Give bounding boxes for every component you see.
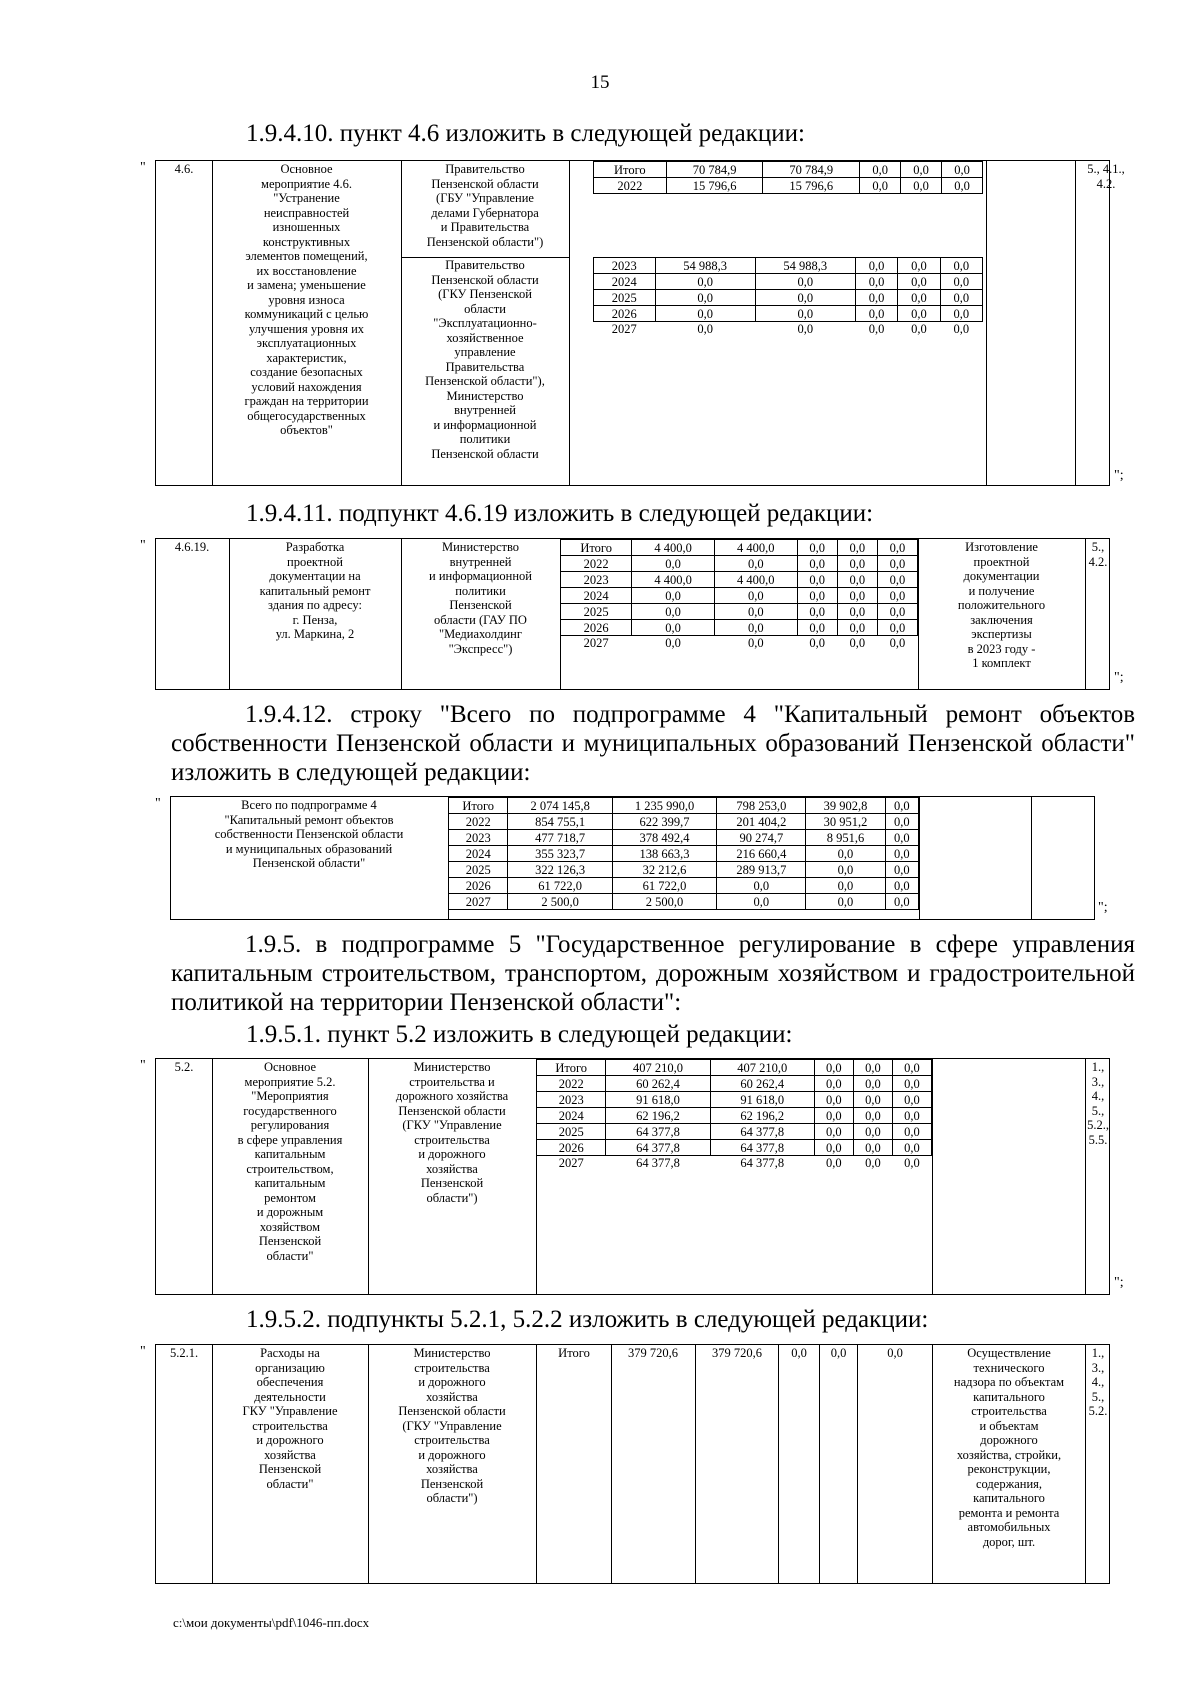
finance-value: 8 951,6 — [806, 830, 885, 846]
finance-value: 0,0 — [889, 636, 906, 650]
item-result: Осуществление технического надзора по объектам капитального строительства и объектам дорожного хозяйства, стройки, реконструкции, содержания, капитального ремонта и ремонта автомобильных дорог, шт. — [953, 1346, 1065, 1549]
quote-open: " — [140, 1058, 146, 1073]
finance-value: 355 323,7 — [508, 846, 612, 862]
finance-row — [561, 556, 918, 572]
finance-value: 0,0 — [901, 162, 942, 178]
finance-value: 622 399,7 — [612, 814, 716, 830]
item-number: 5.2. — [174, 1060, 194, 1074]
finance-local: 0,0 — [830, 1346, 847, 1360]
finance-value: 0,0 — [885, 814, 919, 830]
finance-row — [449, 814, 919, 830]
finance-year: 2026 — [449, 878, 508, 894]
finance-total: 379 720,6 — [628, 1346, 678, 1360]
finance-row — [537, 1060, 932, 1076]
finance-value: 30 951,2 — [806, 814, 885, 830]
finance-value: 0,0 — [904, 1156, 920, 1170]
finance-value: 61 722,0 — [612, 878, 716, 894]
finance-year: Итого — [537, 1060, 606, 1076]
finance-value: 0,0 — [898, 274, 940, 290]
finance-value: 15 796,6 — [666, 178, 763, 194]
finance-value: 15 796,6 — [763, 178, 860, 194]
finance-value: 0,0 — [892, 1140, 931, 1156]
finance-year: 2026 — [561, 620, 632, 636]
finance-value: 90 274,7 — [717, 830, 806, 846]
finance-value: 0,0 — [837, 556, 877, 572]
item-links: 1., 3., 4., 5., 5.2. — [1088, 1346, 1108, 1418]
finance-value: 0,0 — [911, 322, 927, 336]
finance-value: 0,0 — [855, 306, 897, 322]
finance-value: 0,0 — [953, 322, 970, 336]
finance-value: 0,0 — [797, 556, 837, 572]
item-executor: Министерство строительства и дорожного хозяйства Пензенской области (ГКУ "Управление строительства и дорожного хозяйства Пензенской области") — [395, 1060, 509, 1205]
finance-value: 378 492,4 — [612, 830, 716, 846]
finance-value: 0,0 — [797, 604, 837, 620]
finance-value: 289 913,7 — [717, 862, 806, 878]
finance-value: 64 377,8 — [710, 1124, 814, 1140]
finance-row — [537, 1124, 932, 1140]
finance-value: 0,0 — [837, 620, 877, 636]
finance-value: 0,0 — [855, 274, 897, 290]
finance-value: 0,0 — [809, 636, 825, 650]
finance-row — [537, 1140, 932, 1156]
finance-value: 0,0 — [837, 540, 877, 556]
finance-value: 0,0 — [632, 620, 715, 636]
finance-table — [448, 797, 919, 910]
finance-value: 0,0 — [892, 1124, 931, 1140]
finance-regional: 379 720,6 — [712, 1346, 762, 1360]
finance-row — [449, 878, 919, 894]
finance-value: 0,0 — [814, 1140, 853, 1156]
finance-value: 0,0 — [755, 274, 855, 290]
finance-year: 2024 — [537, 1108, 606, 1124]
table-item-5-2-1 — [155, 1344, 1110, 1584]
item-name: Основное мероприятие 4.6. "Устранение неисправностей изношенных конструктивных элементов помещений, их восстановление и замена; уменьшение уровня износа коммуникаций с целью улучшения уровня их эксплуатационных характеристик, создание безопасных условий нахождения граждан на территории общегосударственных объектов" — [244, 162, 369, 437]
finance-year: Итого — [558, 1346, 590, 1360]
table-item-4-6-19 — [155, 538, 1110, 690]
quote-close: "; — [1114, 1275, 1124, 1290]
finance-value: 0,0 — [892, 1060, 931, 1076]
finance-row — [449, 862, 919, 878]
finance-value: 0,0 — [714, 620, 797, 636]
finance-value: 0,0 — [853, 1092, 892, 1108]
item-executor: Министерство строительства и дорожного хозяйства Пензенской области (ГКУ "Управление строительства и дорожного хозяйства Пензенской области") — [398, 1346, 506, 1505]
finance-value: 1 235 990,0 — [612, 798, 716, 814]
finance-value: 0,0 — [877, 588, 917, 604]
finance-value: 0,0 — [632, 588, 715, 604]
finance-row — [561, 540, 918, 556]
finance-value: 0,0 — [837, 604, 877, 620]
finance-value: 0,0 — [940, 258, 982, 274]
finance-value: 60 262,4 — [710, 1076, 814, 1092]
finance-value: 0,0 — [853, 1108, 892, 1124]
table-item-5-2 — [155, 1058, 1110, 1295]
finance-value: 0,0 — [868, 322, 885, 336]
finance-value: 0,0 — [885, 878, 919, 894]
finance-value: 0,0 — [714, 588, 797, 604]
finance-value: 54 988,3 — [655, 258, 755, 274]
finance-value: 798 253,0 — [717, 798, 806, 814]
item-number: 5.2.1. — [169, 1346, 199, 1360]
finance-row — [449, 830, 919, 846]
finance-value: 0,0 — [655, 290, 755, 306]
finance-value: 54 988,3 — [755, 258, 855, 274]
finance-row — [561, 604, 918, 620]
finance-value: 64 377,8 — [636, 1156, 680, 1170]
quote-open: " — [140, 160, 146, 175]
finance-value: 0,0 — [865, 1156, 881, 1170]
finance-value: 64 377,8 — [606, 1124, 710, 1140]
finance-value: 0,0 — [901, 178, 942, 194]
finance-value: 0,0 — [814, 1124, 853, 1140]
finance-value: 477 718,7 — [508, 830, 612, 846]
finance-value: 216 660,4 — [717, 846, 806, 862]
finance-table-2 — [593, 257, 983, 337]
finance-value: 4 400,0 — [632, 572, 715, 588]
quote-open: " — [155, 796, 161, 811]
finance-value: 91 618,0 — [606, 1092, 710, 1108]
finance-value: 0,0 — [942, 162, 983, 178]
finance-value: 32 212,6 — [612, 862, 716, 878]
finance-value: 0,0 — [806, 878, 885, 894]
finance-value: 0,0 — [755, 290, 855, 306]
finance-year: 2022 — [561, 556, 632, 572]
finance-value: 0,0 — [632, 604, 715, 620]
finance-year: 2026 — [537, 1140, 606, 1156]
item-links: 1., 3., 4., 5., 5.2., 5.5. — [1087, 1060, 1109, 1147]
finance-value: 0,0 — [806, 846, 885, 862]
finance-value: 0,0 — [860, 178, 901, 194]
finance-value: 0,0 — [877, 540, 917, 556]
finance-value: 70 784,9 — [763, 162, 860, 178]
finance-value: 2 500,0 — [508, 894, 612, 910]
finance-row — [594, 290, 983, 306]
finance-row — [449, 798, 919, 814]
item-name: Разработка проектной документации на капитальный ремонт здания по адресу: г. Пенза, ул. Маркина, 2 — [259, 540, 371, 641]
paragraph-1-9-4-12: 1.9.4.12. строку "Всего по подпрограмме 4 "Капитальный ремонт объектов собственности Пензенской области и муниципальных образований Пензенской области" изложить в следующей редакции: — [171, 701, 1135, 786]
finance-year: 2025 — [449, 862, 508, 878]
footer-file-path: c:\мои документы\pdf\1046-пп.docx — [173, 1615, 370, 1630]
finance-row — [594, 178, 983, 194]
item-result: Изготовление проектной документации и получение положительного заключения экспертизы в 2023 году - 1 комплект — [957, 540, 1046, 670]
finance-row — [561, 572, 918, 588]
finance-federal: 0,0 — [791, 1346, 807, 1360]
finance-value: 0,0 — [806, 862, 885, 878]
finance-table — [536, 1059, 932, 1171]
finance-row — [561, 620, 918, 636]
finance-value: 0,0 — [892, 1076, 931, 1092]
finance-value: 0,0 — [898, 258, 940, 274]
finance-year: 2027 — [449, 894, 508, 910]
finance-value: 64 377,8 — [710, 1140, 814, 1156]
finance-value: 0,0 — [885, 830, 919, 846]
finance-year: 2024 — [594, 274, 656, 290]
finance-value: 62 196,2 — [710, 1108, 814, 1124]
finance-value: 0,0 — [853, 1140, 892, 1156]
table-item-4-6 — [155, 160, 1125, 486]
finance-value: 0,0 — [853, 1076, 892, 1092]
finance-value: 0,0 — [885, 862, 919, 878]
quote-open: " — [140, 538, 146, 553]
finance-value: 0,0 — [940, 290, 982, 306]
finance-value: 0,0 — [797, 572, 837, 588]
finance-value: 2 500,0 — [612, 894, 716, 910]
finance-value: 4 400,0 — [714, 540, 797, 556]
finance-value: 0,0 — [885, 798, 919, 814]
finance-year: 2025 — [561, 604, 632, 620]
finance-value: 0,0 — [714, 556, 797, 572]
finance-year: Итого — [594, 162, 667, 178]
finance-table-1 — [593, 161, 983, 194]
finance-value: 0,0 — [747, 636, 764, 650]
finance-value: 0,0 — [797, 540, 837, 556]
finance-value: 64 377,8 — [606, 1140, 710, 1156]
heading-4-6: 1.9.4.10. пункт 4.6 изложить в следующей редакции: — [246, 120, 805, 147]
item-links: 5., 4.2. — [1088, 540, 1108, 569]
finance-year: 2023 — [594, 258, 656, 274]
finance-value: 0,0 — [665, 636, 681, 650]
finance-value: 0,0 — [755, 306, 855, 322]
finance-value: 0,0 — [697, 322, 713, 336]
finance-value: 0,0 — [797, 620, 837, 636]
item-executor-2: Правительство Пензенской области (ГКУ Пензенской области "Эксплуатационно- хозяйственное управление Правительства Пензенской области"), Министерство внутренней и информационной политики Пензенской области — [425, 258, 545, 461]
finance-row — [594, 162, 983, 178]
finance-value: 0,0 — [942, 178, 983, 194]
finance-value: 0,0 — [853, 1124, 892, 1140]
finance-value: 0,0 — [877, 620, 917, 636]
finance-value: 0,0 — [814, 1092, 853, 1108]
finance-value: 2 074 145,8 — [508, 798, 612, 814]
finance-value: 0,0 — [632, 556, 715, 572]
finance-table — [560, 539, 918, 651]
finance-value: 0,0 — [855, 290, 897, 306]
finance-value: 61 722,0 — [508, 878, 612, 894]
finance-value: 0,0 — [837, 588, 877, 604]
finance-value: 0,0 — [837, 572, 877, 588]
finance-row — [449, 846, 919, 862]
quote-open: " — [140, 1344, 146, 1359]
item-executor: Министерство внутренней и информационной политики Пензенской области (ГАУ ПО "Медиахолдинг "Экспресс") — [429, 540, 532, 656]
finance-year: Итого — [449, 798, 508, 814]
finance-year: 2025 — [594, 290, 656, 306]
finance-value: 70 784,9 — [666, 162, 763, 178]
finance-value: 0,0 — [898, 290, 940, 306]
finance-year: 2024 — [561, 588, 632, 604]
finance-value: 4 400,0 — [632, 540, 715, 556]
finance-value: 4 400,0 — [714, 572, 797, 588]
finance-value: 0,0 — [892, 1092, 931, 1108]
finance-value: 0,0 — [877, 572, 917, 588]
finance-value: 201 404,2 — [717, 814, 806, 830]
finance-value: 39 902,8 — [806, 798, 885, 814]
finance-value: 0,0 — [797, 588, 837, 604]
table-total-subprogram-4 — [170, 796, 1095, 920]
finance-value: 0,0 — [877, 604, 917, 620]
finance-year: 2024 — [449, 846, 508, 862]
quote-close: "; — [1114, 670, 1124, 685]
item-links: 5., 4.1., 4.2. — [1087, 162, 1125, 191]
finance-year: 2027 — [611, 322, 637, 336]
finance-year: 2022 — [594, 178, 667, 194]
finance-value: 854 755,1 — [508, 814, 612, 830]
finance-value: 0,0 — [797, 322, 814, 336]
finance-value: 0,0 — [826, 1156, 842, 1170]
finance-year: 2025 — [537, 1124, 606, 1140]
finance-other: 0,0 — [887, 1346, 903, 1360]
finance-value: 0,0 — [853, 1060, 892, 1076]
finance-value: 64 377,8 — [740, 1156, 785, 1170]
finance-value: 0,0 — [898, 306, 940, 322]
finance-row — [594, 306, 983, 322]
finance-row — [594, 258, 983, 274]
finance-value: 0,0 — [814, 1076, 853, 1092]
finance-year: Итого — [561, 540, 632, 556]
finance-value: 0,0 — [814, 1060, 853, 1076]
finance-year: 2022 — [449, 814, 508, 830]
finance-year: 2026 — [594, 306, 656, 322]
finance-row — [537, 1108, 932, 1124]
finance-year: 2023 — [537, 1092, 606, 1108]
finance-value: 0,0 — [714, 604, 797, 620]
heading-5-2-1: 1.9.5.2. подпункты 5.2.1, 5.2.2 изложить в следующей редакции: — [246, 1306, 929, 1333]
page-number: 15 — [590, 72, 610, 93]
finance-value: 0,0 — [885, 894, 919, 910]
quote-close: "; — [1098, 900, 1108, 915]
finance-value: 60 262,4 — [606, 1076, 710, 1092]
finance-year: 2027 — [583, 636, 609, 650]
finance-value: 407 210,0 — [606, 1060, 710, 1076]
finance-row — [561, 636, 918, 652]
finance-value: 0,0 — [940, 274, 982, 290]
item-executor-1: Правительство Пензенской области (ГБУ "Управление делами Губернатора и Правительства Пензенской области") — [426, 162, 544, 249]
finance-value: 0,0 — [892, 1108, 931, 1124]
finance-year: 2023 — [449, 830, 508, 846]
finance-row — [449, 894, 919, 910]
finance-value: 0,0 — [855, 258, 897, 274]
finance-value: 0,0 — [877, 556, 917, 572]
finance-row — [561, 588, 918, 604]
finance-value: 62 196,2 — [606, 1108, 710, 1124]
finance-row — [594, 274, 983, 290]
finance-value: 0,0 — [940, 306, 982, 322]
paragraph-1-9-5: 1.9.5. в подпрограмме 5 "Государственное регулирование в сфере управления капитальным строительством, транспортом, дорожным хозяйством и градостроительной политикой на территории Пензенской области": — [171, 931, 1135, 1016]
finance-value: 0,0 — [814, 1108, 853, 1124]
total-name: Всего по подпрограмме 4 "Капитальный ремонт объектов собственности Пензенской области и муниципальных образований Пензенской области" — [214, 798, 404, 870]
finance-value: 138 663,3 — [612, 846, 716, 862]
finance-value: 0,0 — [655, 306, 755, 322]
finance-value: 0,0 — [717, 894, 806, 910]
finance-value: 0,0 — [717, 878, 806, 894]
item-number: 4.6. — [174, 162, 194, 176]
finance-value: 0,0 — [806, 894, 885, 910]
finance-year: 2022 — [537, 1076, 606, 1092]
finance-row — [594, 322, 983, 338]
finance-value: 0,0 — [655, 274, 755, 290]
heading-4-6-19: 1.9.4.11. подпункт 4.6.19 изложить в следующей редакции: — [246, 500, 874, 527]
item-name: Основное мероприятие 5.2. "Мероприятия государственного регулирования в сфере управления капитальным строительством, капитальным ремонтом и дорожным хозяйством Пензенской области" — [237, 1060, 343, 1263]
finance-value: 0,0 — [860, 162, 901, 178]
finance-year: 2023 — [561, 572, 632, 588]
finance-value: 0,0 — [885, 846, 919, 862]
item-name: Расходы на организацию обеспечения деятельности ГКУ "Управление строительства и дорожного хозяйства Пензенской области" — [242, 1346, 338, 1491]
heading-5-2: 1.9.5.1. пункт 5.2 изложить в следующей редакции: — [246, 1021, 793, 1048]
finance-row — [537, 1156, 932, 1172]
finance-row — [537, 1092, 932, 1108]
finance-row — [537, 1076, 932, 1092]
item-number: 4.6.19. — [174, 540, 210, 554]
finance-value: 407 210,0 — [710, 1060, 814, 1076]
quote-close: "; — [1114, 468, 1124, 483]
finance-year: 2027 — [558, 1156, 584, 1170]
finance-value: 322 126,3 — [508, 862, 612, 878]
finance-value: 91 618,0 — [710, 1092, 814, 1108]
finance-value: 0,0 — [849, 636, 866, 650]
